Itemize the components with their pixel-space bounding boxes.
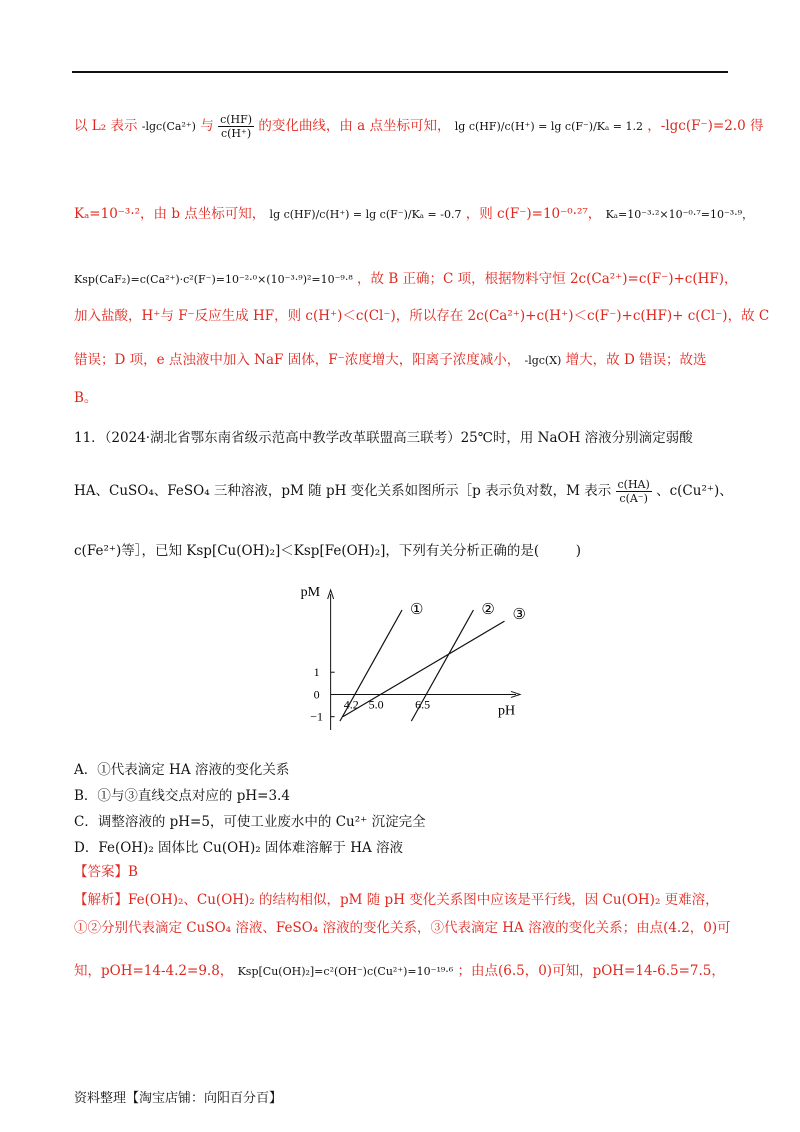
analysis-top-line-1: 以 L₂ 表示 -lgc(Ca²⁺) 与 $\frac{c(HF)}{c(H^+)}$ 的变化曲线，由 a 点坐标可知， lg c(HF)/c(H⁺) = lg c(F⁻)/Kₐ = 1.2 ，-lgc(F⁻)=2.0 得 — [74, 113, 764, 140]
option-b: B．①与③直线交点对应的 pH=3.4 — [74, 788, 290, 804]
analysis-top-line-2: Kₐ=10⁻³·²，由 b 点坐标可知， lg c(HF)/c(H⁺) = lg c(F⁻)/Kₐ = -0.7 ，则 c(F⁻)=10⁻⁰·²⁷， Kₐ=10⁻³·²×10⁻⁰·⁷=10⁻³·⁹， — [74, 206, 754, 222]
analysis-line-3: 知，pOH=14-4.2=9.8， Ksp[Cu(OH)₂]=c²(OH⁻)c(Cu²⁺)=10⁻¹⁹·⁶ ；由点(6.5，0)可知，pOH=14-6.5=7.5， — [74, 963, 725, 979]
y-tick-label: −1 — [310, 709, 324, 724]
analysis-top-line-4: 加入盐酸，H⁺与 F⁻反应生成 HF，则 c(H⁺)＜c(Cl⁻)，所以存在 2c(Ca²⁺)+c(H⁺)＜c(F⁻)+c(HF)+ c(Cl⁻)，故 C — [74, 308, 770, 324]
answer-value: B — [128, 864, 138, 880]
pm-ph-chart — [270, 580, 530, 740]
x-tick-label: 6.5 — [415, 697, 431, 712]
question-11-line-2: HA、CuSO₄、FeSO₄ 三种溶液，pM 随 pH 变化关系如图所示［p 表示负对数，M 表示 $\frac{c(HA)}{c(A^-)}$ 、c(Cu²⁺)、 — [74, 478, 733, 505]
series-label-3: ③ — [512, 607, 526, 624]
analysis-line-2: ①②分别代表滴定 CuSO₄ 溶液、FeSO₄ 溶液的变化关系，③代表滴定 HA 溶液的变化关系；由点(4.2，0)可 — [74, 920, 731, 936]
series-label-1: ① — [410, 602, 424, 618]
analysis-top-line-5: 错误；D 项，e 点浊液中加入 NaF 固体，F⁻浓度增大，阳离子浓度减小， -lgc(X) 增大，故 D 错误；故选 — [74, 352, 707, 368]
header-rule — [72, 71, 728, 73]
series-label-2: ② — [481, 602, 495, 618]
fraction-ha-a: $\frac{c(HA)}{c(A^-)}$ — [617, 478, 650, 505]
analysis-top-line-3: Ksp(CaF₂)=c(Ca²⁺)·c²(F⁻)=10⁻²·⁰×(10⁻³·⁹)²=10⁻⁹·⁸ ，故 B 正确；C 项，根据物料守恒 2c(Ca²⁺)=c(F⁻)+c(HF)， — [74, 271, 738, 287]
option-a: A．①代表滴定 HA 溶液的变化关系 — [74, 762, 290, 778]
question-11-line-1: 11．（2024·湖北省鄂东南省级示范高中教学改革联盟高三联考）25℃时，用 NaOH 溶液分别滴定弱酸 — [74, 430, 693, 446]
x-tick-label: 4.2 — [343, 697, 359, 712]
option-c: C．调整溶液的 pH=5，可使工业废水中的 Cu²⁺ 沉淀完全 — [74, 814, 426, 830]
fraction-hf-h: $\frac{c(HF)}{c(H^+)}$ — [220, 113, 253, 140]
y-tick-label: 1 — [313, 665, 320, 680]
x-tick-label: 5.0 — [368, 697, 384, 712]
analysis-top-line-6: B。 — [74, 390, 98, 406]
analysis-label: 【解析】 — [74, 892, 128, 908]
x-axis-label: pH — [498, 703, 516, 719]
answer — [74, 862, 732, 882]
analysis-line-1: 【解析】Fe(OH)₂、Cu(OH)₂ 的结构相似，pM 随 pH 变化关系图中应该是平行线，因 Cu(OH)₂ 更难溶， — [74, 892, 719, 908]
series-line-2 — [411, 610, 473, 721]
footer-source: 资料整理【淘宝店铺：向阳百分百】 — [74, 1091, 283, 1106]
y-axis-label: pM — [300, 585, 321, 600]
option-d: D．Fe(OH)₂ 固体比 Cu(OH)₂ 固体难溶解于 HA 溶液 — [74, 840, 404, 856]
question-11-line-3: c(Fe²⁺)等］，已知 Ksp[Cu(OH)₂]＜Ksp[Fe(OH)₂]，下列有关分析正确的是( ) — [74, 543, 582, 559]
answer-label: 【答案】 — [74, 864, 128, 880]
y-tick-label: 0 — [313, 687, 320, 702]
